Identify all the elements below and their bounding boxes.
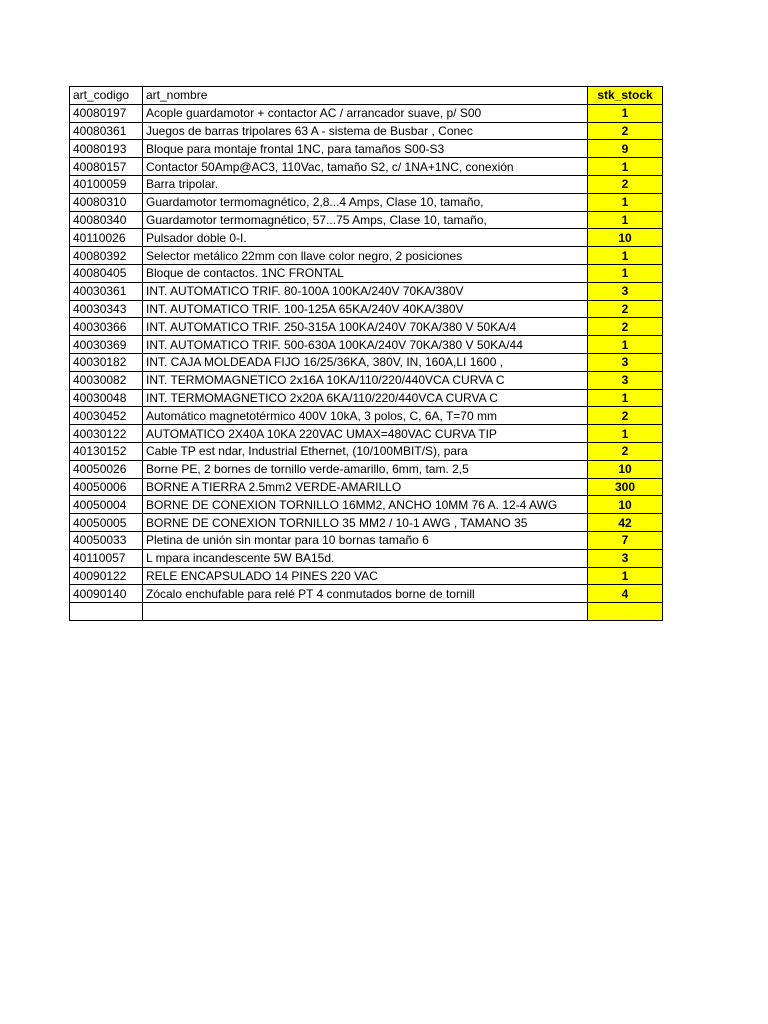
table-row <box>70 478 663 496</box>
cell-art-nombre[interactable]: INT. AUTOMATICO TRIF. 500-630A 100KA/240V 70KA/380 V 50KA/44 <box>143 336 588 354</box>
cell-stk-stock[interactable]: 1 <box>588 264 663 282</box>
cell-stk-stock[interactable]: 2 <box>588 175 663 193</box>
cell-art-nombre[interactable]: AUTOMATICO 2X40A 10KA 220VAC UMAX=480VAC CURVA TIP <box>143 425 588 443</box>
table-row <box>70 353 663 371</box>
cell-art-nombre[interactable]: Bloque de contactos. 1NC FRONTAL <box>143 264 588 282</box>
cell-stk-stock[interactable]: 2 <box>588 442 663 460</box>
cell-stk-stock[interactable]: 2 <box>588 407 663 425</box>
header-art-codigo[interactable]: art_codigo <box>70 87 143 105</box>
cell-art-codigo[interactable]: 40110057 <box>70 549 143 567</box>
cell-stk-stock[interactable]: 3 <box>588 371 663 389</box>
table-row <box>70 140 663 158</box>
cell-art-nombre[interactable]: BORNE DE CONEXION TORNILLO 16MM2, ANCHO 10MM 76 A. 12-4 AWG <box>143 496 588 514</box>
cell-art-nombre[interactable]: BORNE DE CONEXION TORNILLO 35 MM2 / 10-1 AWG , TAMANO 35 <box>143 514 588 532</box>
cell-stk-stock[interactable]: 42 <box>588 514 663 532</box>
cell-stk-stock-empty[interactable] <box>588 603 663 621</box>
cell-stk-stock[interactable]: 1 <box>588 158 663 176</box>
cell-art-codigo[interactable]: 40050005 <box>70 514 143 532</box>
cell-stk-stock[interactable]: 2 <box>588 122 663 140</box>
cell-art-codigo[interactable]: 40030122 <box>70 425 143 443</box>
table-row <box>70 389 663 407</box>
cell-stk-stock[interactable]: 9 <box>588 140 663 158</box>
cell-art-codigo[interactable]: 40030182 <box>70 353 143 371</box>
table-body <box>70 104 663 620</box>
table-row <box>70 567 663 585</box>
cell-art-nombre[interactable]: Contactor 50Amp@AC3, 110Vac, tamaño S2, c/ 1NA+1NC, conexión <box>143 158 588 176</box>
cell-art-codigo[interactable]: 40080157 <box>70 158 143 176</box>
cell-art-codigo-empty[interactable] <box>70 603 143 621</box>
cell-art-codigo[interactable]: 40080340 <box>70 211 143 229</box>
cell-art-codigo[interactable]: 40080197 <box>70 104 143 122</box>
cell-art-nombre[interactable]: Pulsador doble 0-I. <box>143 229 588 247</box>
cell-art-nombre[interactable]: RELE ENCAPSULADO 14 PINES 220 VAC <box>143 567 588 585</box>
table-row <box>70 193 663 211</box>
cell-art-codigo[interactable]: 40100059 <box>70 175 143 193</box>
cell-art-nombre[interactable]: INT. TERMOMAGNETICO 2x20A 6KA/110/220/440VCA CURVA C <box>143 389 588 407</box>
table-row <box>70 371 663 389</box>
table-row <box>70 122 663 140</box>
cell-stk-stock[interactable]: 1 <box>588 193 663 211</box>
table-row <box>70 211 663 229</box>
cell-stk-stock[interactable]: 300 <box>588 478 663 496</box>
table-row <box>70 247 663 265</box>
cell-art-codigo[interactable]: 40050033 <box>70 531 143 549</box>
cell-stk-stock[interactable]: 1 <box>588 247 663 265</box>
cell-stk-stock[interactable]: 7 <box>588 531 663 549</box>
cell-stk-stock[interactable]: 1 <box>588 336 663 354</box>
empty-row <box>70 603 663 621</box>
table-row <box>70 425 663 443</box>
table-row <box>70 282 663 300</box>
cell-art-nombre-empty[interactable] <box>143 603 588 621</box>
cell-art-codigo[interactable]: 40030343 <box>70 300 143 318</box>
cell-art-codigo[interactable]: 40030366 <box>70 318 143 336</box>
table-row <box>70 336 663 354</box>
stock-table <box>69 86 663 621</box>
cell-art-codigo[interactable]: 40080405 <box>70 264 143 282</box>
cell-art-codigo[interactable]: 40080193 <box>70 140 143 158</box>
cell-stk-stock[interactable]: 10 <box>588 496 663 514</box>
cell-stk-stock[interactable]: 1 <box>588 389 663 407</box>
table-row <box>70 460 663 478</box>
table-row <box>70 264 663 282</box>
header-stk-stock[interactable]: stk_stock <box>588 87 663 105</box>
cell-art-codigo[interactable]: 40080310 <box>70 193 143 211</box>
cell-art-nombre[interactable]: INT. AUTOMATICO TRIF. 80-100A 100KA/240V 70KA/380V <box>143 282 588 300</box>
cell-art-codigo[interactable]: 40130152 <box>70 442 143 460</box>
cell-art-codigo[interactable]: 40050004 <box>70 496 143 514</box>
cell-art-nombre[interactable]: INT. AUTOMATICO TRIF. 100-125A 65KA/240V 40KA/380V <box>143 300 588 318</box>
table-row <box>70 300 663 318</box>
cell-art-codigo[interactable]: 40030369 <box>70 336 143 354</box>
cell-art-nombre[interactable]: Guardamotor termomagnético, 57...75 Amps, Clase 10, tamaño, <box>143 211 588 229</box>
cell-art-codigo[interactable]: 40080392 <box>70 247 143 265</box>
cell-art-nombre[interactable]: INT. TERMOMAGNETICO 2x16A 10KA/110/220/440VCA CURVA C <box>143 371 588 389</box>
cell-art-codigo[interactable]: 40050006 <box>70 478 143 496</box>
cell-art-nombre[interactable]: INT. AUTOMATICO TRIF. 250-315A 100KA/240V 70KA/380 V 50KA/4 <box>143 318 588 336</box>
table-row <box>70 442 663 460</box>
table-row <box>70 407 663 425</box>
table-row <box>70 158 663 176</box>
cell-art-nombre[interactable]: Pletina de unión sin montar para 10 bornas tamaño 6 <box>143 531 588 549</box>
cell-art-nombre[interactable]: Zócalo enchufable para relé PT 4 conmutados borne de tornill <box>143 585 588 603</box>
cell-stk-stock[interactable]: 1 <box>588 567 663 585</box>
cell-art-nombre[interactable]: Borne PE, 2 bornes de tornillo verde-amarillo, 6mm, tam. 2,5 <box>143 460 588 478</box>
table-row <box>70 318 663 336</box>
cell-stk-stock[interactable]: 10 <box>588 460 663 478</box>
cell-art-codigo[interactable]: 40110026 <box>70 229 143 247</box>
header-row <box>70 87 663 105</box>
cell-stk-stock[interactable]: 2 <box>588 300 663 318</box>
cell-art-codigo[interactable]: 40030361 <box>70 282 143 300</box>
cell-art-nombre[interactable]: Barra tripolar. <box>143 175 588 193</box>
cell-art-nombre[interactable]: Automático magnetotérmico 400V 10kA, 3 polos, C, 6A, T=70 mm <box>143 407 588 425</box>
cell-art-nombre[interactable]: Juegos de barras tripolares 63 A - sistema de Busbar , Conec <box>143 122 588 140</box>
table-row <box>70 175 663 193</box>
table-row <box>70 514 663 532</box>
cell-art-codigo[interactable]: 40030082 <box>70 371 143 389</box>
header-art-nombre[interactable]: art_nombre <box>143 87 588 105</box>
cell-stk-stock[interactable]: 10 <box>588 229 663 247</box>
table-row <box>70 531 663 549</box>
cell-art-codigo[interactable]: 40030452 <box>70 407 143 425</box>
cell-art-nombre[interactable]: L mpara incandescente 5W BA15d. <box>143 549 588 567</box>
cell-art-nombre[interactable]: Bloque para montaje frontal 1NC, para tamaños S00-S3 <box>143 140 588 158</box>
cell-art-nombre[interactable]: Guardamotor termomagnético, 2,8...4 Amps, Clase 10, tamaño, <box>143 193 588 211</box>
cell-art-nombre[interactable]: Cable TP est ndar, Industrial Ethernet, (10/100MBIT/S), para <box>143 442 588 460</box>
table-row <box>70 496 663 514</box>
cell-stk-stock[interactable]: 2 <box>588 318 663 336</box>
cell-art-nombre[interactable]: BORNE A TIERRA 2.5mm2 VERDE-AMARILLO <box>143 478 588 496</box>
table-row <box>70 104 663 122</box>
table-row <box>70 229 663 247</box>
cell-art-codigo[interactable]: 40030048 <box>70 389 143 407</box>
cell-art-nombre[interactable]: Selector metálico 22mm con llave color negro, 2 posiciones <box>143 247 588 265</box>
cell-art-codigo[interactable]: 40090140 <box>70 585 143 603</box>
cell-stk-stock[interactable]: 3 <box>588 282 663 300</box>
cell-art-codigo[interactable]: 40080361 <box>70 122 143 140</box>
cell-stk-stock[interactable]: 1 <box>588 104 663 122</box>
cell-art-nombre[interactable]: Acople guardamotor + contactor AC / arrancador suave, p/ S00 <box>143 104 588 122</box>
cell-stk-stock[interactable]: 1 <box>588 211 663 229</box>
cell-art-codigo[interactable]: 40090122 <box>70 567 143 585</box>
cell-stk-stock[interactable]: 3 <box>588 549 663 567</box>
cell-stk-stock[interactable]: 3 <box>588 353 663 371</box>
cell-art-nombre[interactable]: INT. CAJA MOLDEADA FIJO 16/25/36KA, 380V, IN, 160A,LI 1600 , <box>143 353 588 371</box>
table-row <box>70 585 663 603</box>
table-row <box>70 549 663 567</box>
cell-stk-stock[interactable]: 4 <box>588 585 663 603</box>
cell-stk-stock[interactable]: 1 <box>588 425 663 443</box>
cell-art-codigo[interactable]: 40050026 <box>70 460 143 478</box>
